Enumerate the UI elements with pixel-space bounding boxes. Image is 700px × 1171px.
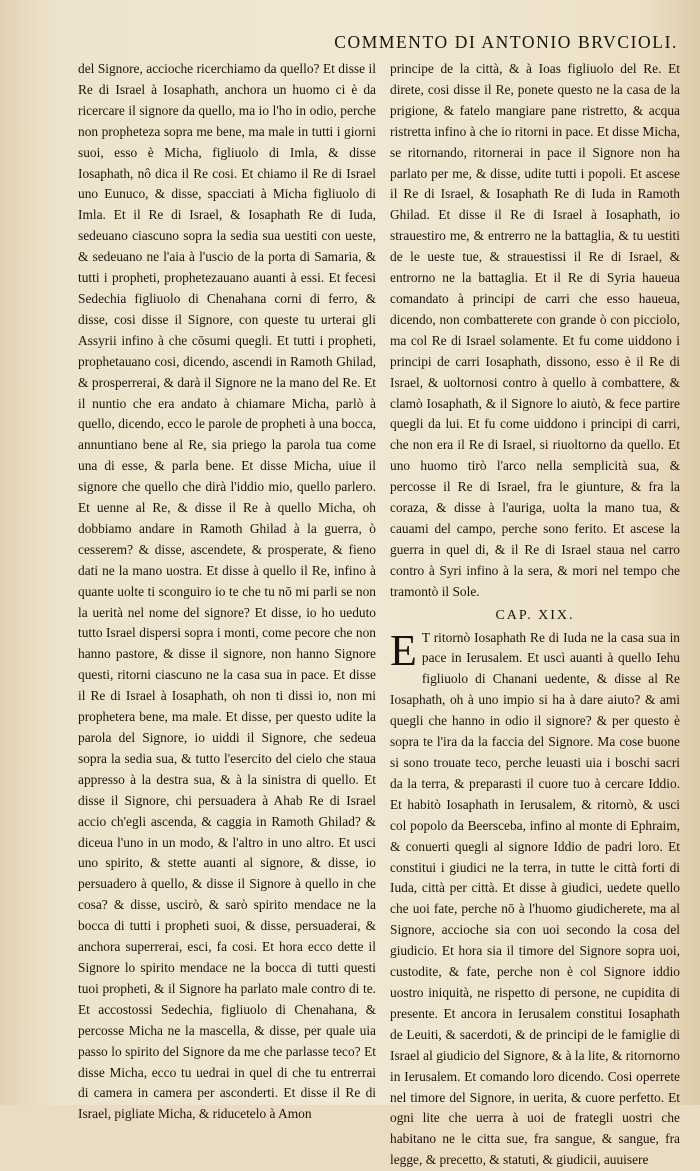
right-text-column <box>390 59 680 1171</box>
left-text-column <box>78 59 376 1125</box>
running-head: COMMENTO DI ANTONIO BRVCIOLI. <box>334 32 678 52</box>
chapter-heading: CAP. XIX. <box>495 607 575 623</box>
left-column-text: del Signore, accioche ricerchiamo da quello? Et disse il Re di Israel à Iosaphath, anchora un huomo ci è da ricercare il signore da quello, ma io l'ho in odio, perche non propheteza sopra me bene, ma male in tutti i giorni suoi, esso è Micha, figliuolo di Imla, & disse Iosaphath, nô dica il Re cosi. Et chiamo il Re di Israel uno Eunuco, & disse, spacciati à Micha figliuolo di Imla. Et il Re di Israel, & Iosaphath Re di Iuda, sedeuano ciascuno sopra la sedia sua uestiti con ueste, & sedeuano ne l'aia à l'uscio de la porta di Samaria, & tutti i propheti, prophetezauano auanti à essi. Et fecesi Sedechia figliuolo di Chenahana corni di ferro, & disse, cosi disse il Signore, con queste tu urterai gli Assyrii infino à che cōsumi quegli. Et tutti i propheti, prophetauano cosi, dicendo, ascendi in Ramoth Ghilad, & prosperrerai, & darà il Signore ne la mano del Re. Et il nuntio che era andato à chiamare Micha, parlò à quello, dicendo, ecco le parole de propheti à una bocca, annuntiano bene al Re, sia priego la parola tua come una di esse, & parla bene. Et disse Micha, uiue il signore che quello che dirà l'iddio mio, quello parlero. Et uenne al Re, & disse il Re à quello Micha, oh dobbiamo andare in Ramoth Ghilad à la guerra, ò cesserem? & disse, ascendete, & prosperate, & fieno dati ne la mano uostra. Et disse à quello il Re, infino à quante uolte ti sconguiro io te che tu nō mi parli se non la uerità nel nome del signore? Et disse, io ho ueduto tutto Israel dispersi sopra i monti, come pecore che non hanno pastore, & disse il signore, non hanno Signore questi, ritorni ciascuno ne la casa sua in pace. Et disse il Re di Israel à Iosaphath, oh non ti dissi io, non mi prophetera bene, ma male. Et disse, per questo udite la parola del Signore, io uiddi il Signore, che sedeua sopra la sedia sua, & tutto l'esercito del cielo che staua appresso à la destra sua, & à la sinistra di quello. Et disse il Signore, chi persuadera à Ahab Re di Israel accio ch'egli ascenda, & caggia in Ramoth Ghilad? & diceua l'uno in un modo, & l'altro in uno altro. Et usci uno spirito, & stette auanti al signore, & disse, io persuadero à quello, & disse il Signore à quello in che cosa? & disse, uscirò, & sarò spirito mendace ne la bocca di tutti i propheti suoi, & disse, persuaderai, & anchora superrerai, esci, fa cosi. Et hora ecco dette il Signore lo spirito mendace ne la bocca di tutti questi tuoi propheti, & il Signore ha parlato male contro di te. Et accostossi Sedechia, figliuolo di Chenahana, & percosse Micha ne la mascella, & disse, per quale uia passo lo spirito del Signore da me che parlasse teco? Et disse Micha, ecco tu uedrai in quel di che tu entrerrai di camera in camera per asconderti. Et disse il Re di Israel, pigliate Micha, & riducetelo à Amon <box>78 61 376 1122</box>
drop-cap-initial: E <box>390 625 417 675</box>
right-column-text-after-chapter: T ritornò Iosaphath Re di Iuda ne la casa sua in pace in Ierusalem. Et uscì auanti à quello Iehu figliuolo di Chanani uedente, & disse al Re Iosaphath, oh à uno impio si ha à dare aiuto? & ami quegli che hanno in odio il signore? & per questo è sopra te l'ira da la faccia del Signore. Ma cose buone si sono trouate teco, perche leuasti uia i boschi sacri da la terra, & preparasti il cuore tuo à cercare Iddio. Et habitò Iosaphath in Ierusalem, & ritornò, & usci col popolo da Beersceba, infino al monte di Ephraim, & conuerti quegli al signore Iddio de padri loro. Et constitui i giudici ne la terra, in tutte le città forti di Iuda, città per città. Et disse à giudici, uedete quello che uoi fate, perche nō à l'huomo giudicherete, ma al Signore, accioche sia con uoi secondo la cosa del giudicio. Et hora sia il timore del Signore sopra uoi, custodite, & fate, perche non è col Signore iddio uostro iniquità, ne rispetto di persone, ne cupidita di presente. Et ancora in Ierusalem constitui Iosaphath de Leuiti, & sacerdoti, & de principi de le famiglie di Israel al giudicio del Signore, & à la lite, & ritornorno in Ierusalem. Et comando loro dicendo. Cosi operrete nel timore del Signore, in uerita, & cuore perfetto. Et ogni lite che uerra à uoi de frategli uostri che habitano ne le citta sue, fra sangue, & sangue, fra legge, & precetto, & statuti, & giudicii, auuisere <box>390 629 680 1168</box>
right-column-text-before-chapter: principe de la città, & à Ioas figliuolo del Re. Et direte, cosi disse il Re, ponete questo ne la casa de la prigione, & fatelo mangiare pane ristretto, & acqua ristretta infino à che io ritorni in pace. Et disse Micha, se ritornando, ritornerai in pace il Signore non ha parlato per me, & disse, udite tutti i popoli. Et ascese il Re di Israel, & Iosaphath Re di Iuda in Ramoth Ghilad. Et disse il Re di Israel à Iosaphath, io strauestiro me, & entrerro ne la battaglia, & tu uestiti de le ueste tue, & strauestissi il Re di Israel, & entrorno ne la battaglia. Et il Re di Syria haueua comandato à principi de carri che esso haueua, dicendo, non combatterete con grande ò con picciolo, ma col Re di Israel solamente. Et fu come uiddono i principi de carri Iosaphath, dissono, esso è il Re di Israel, & uoltornosi contro à quello à combattere, & clamò Iosaphath, & il Signore lo aiutò, & fece partire quegli da lui. Et fu come uiddono i principi di carri, che non era il Re di Israel, si riuoltorno da quello. Et uno huomo tirò l'arco nella semplicità sua, & percosse il Re di Israel, fra le giunture, & fra la coraza, & disse à l'auriga, uolta la mano tua, & cauami del campo, perche sono ferito. Et ascese la guerra in quel di, & il Re di Israel staua nel carro contro à Syri infino à la sera, & mori nel tempo che tramontò il Sole. <box>390 61 680 599</box>
chapter-paragraph <box>390 625 680 1171</box>
